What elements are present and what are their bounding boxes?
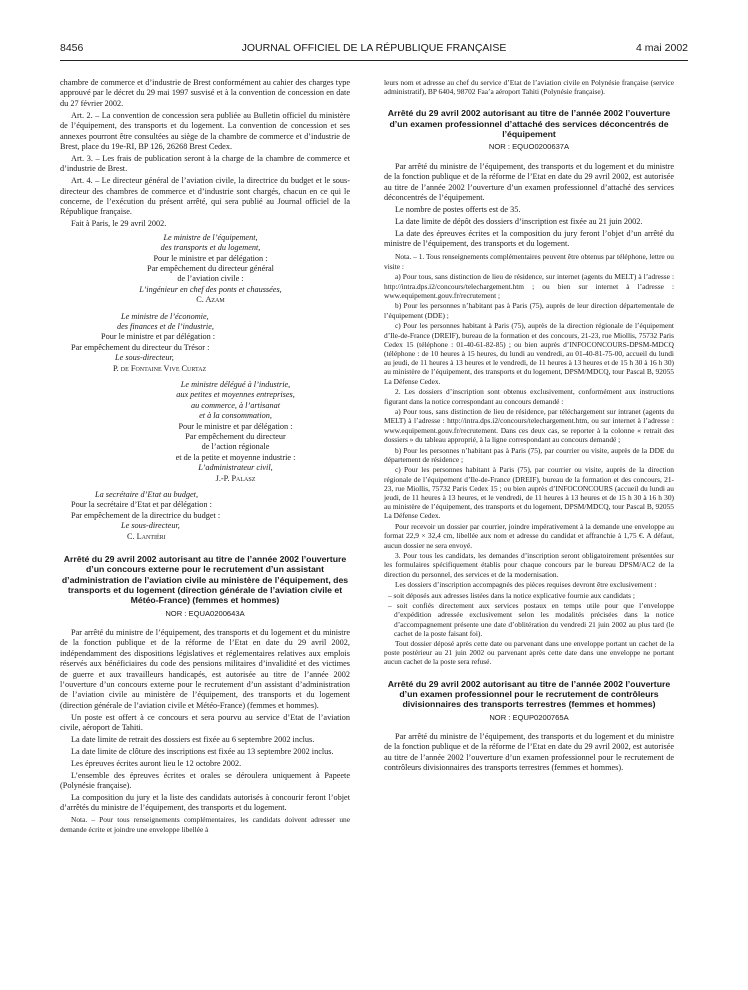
signature-line: Le sous-directeur, bbox=[121, 521, 180, 531]
decree-title: Arrêté du 29 avril 2002 autorisant au titre de l’année 2002 l’ouverture d’un examen professionnel d’attaché des services déconcentrés de l’équipement bbox=[387, 108, 671, 139]
done-at: Fait à Paris, le 29 avril 2002. bbox=[71, 219, 167, 229]
signature-line: Le ministre de l’économie, bbox=[121, 311, 209, 321]
signatory-name: J.-P. Palasz bbox=[215, 473, 256, 483]
signature-line: Le ministre de l’équipement, bbox=[163, 232, 258, 242]
signature-line: Pour le ministre et par délégation : bbox=[178, 421, 293, 431]
signature-line: aux petites et moyennes entreprises, bbox=[176, 390, 295, 400]
article-3: Art. 3. – Les frais de publication seront à la charge de la chambre de commerce et d’industrie de Brest. bbox=[60, 153, 350, 174]
signatory-name: P. de Fontaine Vive Curtaz bbox=[113, 363, 207, 373]
signature-line: Par empêchement du directeur général bbox=[147, 263, 274, 273]
signature-line: et de la petite et moyenne industrie : bbox=[175, 452, 296, 462]
paragraph: La date des épreuves écrites et la composition du jury feront l’objet d’un arrêté du ministre de l’équipement, des transports et du logement. bbox=[384, 228, 674, 249]
paragraph: La date limite de clôture des inscriptions est fixée au 13 septembre 2002 inclus. bbox=[71, 746, 334, 756]
signatory-name: C. Lantiéri bbox=[127, 531, 166, 541]
right-column bbox=[384, 78, 674, 775]
signature-line: Pour la secrétaire d’Etat et par délégation : bbox=[71, 500, 212, 510]
nota-paragraph: Nota. – 1. Tous renseignements complémentaires peuvent être obtenus par téléphone, lettre ou visite : bbox=[384, 252, 674, 271]
journal-title: JOURNAL OFFICIEL DE LA RÉPUBLIQUE FRANÇAISE bbox=[241, 42, 507, 54]
signature-block-industrie bbox=[60, 380, 350, 484]
paragraph: Par arrêté du ministre de l’équipement, des transports et du logement et du ministre de la fonction publique et de la réforme de l’Etat en date du 29 avril 2002, est autorisée au titre de l’année 2002 l’ouverture d’un examen professionnel pour le recrutement de contrôleurs divisionnaires des transports terrestres (femmes et hommes). bbox=[384, 731, 674, 773]
page-header bbox=[60, 42, 688, 56]
paragraph: L’ensemble des épreuves écrites et orales se déroulera uniquement à Papeete (Polynésie française). bbox=[60, 770, 350, 791]
list-item: – soit déposés aux adresses listées dans la notice explicative fournie aux candidats ; bbox=[388, 591, 635, 601]
paragraph: La date limite de dépôt des dossiers d’inscription est fixée au 21 juin 2002. bbox=[395, 216, 643, 226]
signature-block-equipement bbox=[60, 233, 350, 306]
signature-block-budget bbox=[60, 490, 350, 542]
signature-line: L’administrateur civil, bbox=[198, 463, 273, 473]
paragraph: La composition du jury et la liste des candidats autorisés à concourir feront l’objet d’arrêtés du ministre de l’équipement, des transports et du logement. bbox=[60, 793, 350, 813]
nor-reference: NOR : EQUA0200643A bbox=[165, 608, 245, 618]
signature-line: Pour le ministre et par délégation : bbox=[101, 332, 216, 342]
nota-paragraph: Tout dossier déposé après cette date ou parvenant dans une enveloppe portant un cachet de la poste postérieur au 21 juin 2002 ou parvenant après cette date dans une enveloppe ne portant aucun cachet de la poste sera refusé. bbox=[384, 639, 674, 667]
left-column bbox=[60, 78, 350, 835]
signature-line: Le ministre délégué à l’industrie, bbox=[180, 379, 291, 389]
nota-paragraph: a) Pour tous, sans distinction de lieu de résidence, sur internet (agents du MELT) à l’adresse : http://intra.dps.i2/concours/telechargement.htm ; ou bien sur internet à l’adresse : www.equipement.gouv.fr/recrutement ; bbox=[384, 272, 674, 300]
nota-paragraph: c) Pour les personnes habitant à Paris (75), par courrier ou visite, auprès de la direction régionale de l’équipement d’Ile-de-France (DREIF), bureau de la formation et des concours, 21-23, rue Miollis, 75732 Paris Cedex 15 ; ou bien auprès d’INFOCONCOURS (accueil du lundi au jeudi, de 11 heures à 13 heures, et le vendredi, de 11 heures à 13 heures et de 15 h 30 à 16 h 30) au ministère de l’équipement, des transports et du logement, DPSM/MDCQ, tour Pascal B, 92055 La Défense Cedex. bbox=[384, 465, 674, 521]
signature-line: et à la consommation, bbox=[199, 411, 272, 421]
paragraph: Par arrêté du ministre de l’équipement, des transports et du logement et du ministre de la fonction publique et de la réforme de l’Etat en date du 29 avril 2002, indépendamment des dispositions législatives et réglementaires relatives aux emplois réservés aux bénéficiaires du code des pensions militaires d’invalidité et des victimes de guerre et aux travailleurs handicapés, est autorisée au titre de l’année 2002 l’ouverture d’un concours externe pour le recrutement d’un assistant d’administration de l’aviation civile au ministère de l’équipement, des transports et du logement (direction générale de l’aviation civile et Météo-France) (femmes et hommes). bbox=[60, 627, 350, 710]
issue-date: 4 mai 2002 bbox=[636, 42, 688, 54]
paragraph: chambre de commerce et d’industrie de Brest conformément au cahier des charges type approuvé par le décret du 29 mai 1997 susvisé et à la convention de concession en date du 27 février 2002. bbox=[60, 78, 350, 108]
signature-line: Le sous-directeur, bbox=[115, 353, 174, 363]
nota-paragraph: a) Pour tous, sans distinction de lieu de résidence, par téléchargement sur intranet (agents du MELT) à l’adresse : http://intra.dps.i2/concours/telechargement.htm, ou sur internet à l’adresse : www.equipement.gouv.fr/recrutement. Dans ces deux cas, se reporter à la colonne « retrait des dossiers » du tableau approprié, à la ligne correspondant au concours demandé ; bbox=[384, 407, 674, 444]
list-item: – soit confiés directement aux services postaux en temps utile pour que l’enveloppe d’expédition adressée exclusivement selon les modalités précisées dans la notice d’accompagnement présente une date d’oblitération du vendredi 21 juin 2002 au plus tard (le cachet de la poste faisant foi). bbox=[388, 601, 674, 638]
signature-line: des transports et du logement, bbox=[160, 243, 261, 253]
paragraph: Un poste est offert à ce concours et sera pourvu au service d’Etat de l’aviation civile, aéroport de Tahiti. bbox=[60, 712, 350, 733]
nota-block bbox=[384, 252, 674, 666]
nota-paragraph: Nota. – Pour tous renseignements complémentaires, les candidats doivent adresser une demande écrite et joindre une enveloppe libellée à bbox=[60, 815, 350, 834]
signature-line: au commerce, à l’artisanat bbox=[190, 400, 281, 410]
signature-line: Pour le ministre et par délégation : bbox=[153, 253, 268, 263]
paragraph: Les épreuves écrites auront lieu le 12 octobre 2002. bbox=[71, 758, 242, 768]
page-number: 8456 bbox=[60, 42, 84, 54]
signature-line: de l’aviation civile : bbox=[177, 274, 244, 284]
nota-paragraph: leurs nom et adresse au chef du service d’Etat de l’aviation civile en Polynésie française (service administratif), BP 6404, 98702 Faa’a aéroport Tahiti (Polynésie française). bbox=[384, 78, 674, 97]
decree-title: Arrêté du 29 avril 2002 autorisant au titre de l’année 2002 l’ouverture d’un concours externe pour le recrutement d’un assistant d’administration de l’aviation civile au ministère de l’équipement, des transports et du logement (direction générale de l’aviation civile et Météo-France) (femmes et hommes) bbox=[61, 554, 349, 606]
signature-line: L’ingénieur en chef des ponts et chaussées, bbox=[139, 284, 282, 294]
signature-line: La secrétaire d’Etat au budget, bbox=[95, 490, 199, 500]
nota-paragraph: 3. Pour tous les candidats, les demandes d’inscription seront obligatoirement présentées sur les formulaires spécifiquement établis pour chaque concours par le bureau DPSM/AC2 de la direction du personnel, des services et de la modernisation. bbox=[384, 551, 674, 579]
nor-reference: NOR : EQUO0200637A bbox=[488, 142, 570, 152]
article-2: Art. 2. – La convention de concession sera publiée au Bulletin officiel du ministère de l’équipement, des transports et du logement. La convention de concession et ses annexes pourront être consultées au siège de la chambre de commerce et d’industrie de Brest, place du 19e-RI, BP 126, 26268 Brest Cedex. bbox=[60, 110, 350, 151]
signature-line: Par empêchement du directeur bbox=[185, 432, 286, 441]
signature-line: Par empêchement de la directrice du budget : bbox=[71, 510, 221, 520]
article-4: Art. 4. – Le directeur général de l’aviation civile, la directrice du budget et le sous-directeur des chambres de commerce et d’industrie sont chargés, chacun en ce qui le concerne, de l’exécution du présent arrêté, qui sera publié au Journal officiel de la République française. bbox=[60, 176, 350, 217]
decree-title: Arrêté du 29 avril 2002 autorisant au titre de l’année 2002 l’ouverture d’un examen professionnel pour le recrutement de contrôleurs divisionnaires des transports terrestres (femmes et hommes) bbox=[387, 678, 671, 710]
signature-block-economie bbox=[60, 312, 350, 374]
nota-paragraph: b) Pour les personnes n’habitant pas à Paris (75), auprès de leur direction départementale de l’équipement (DDE) ; bbox=[384, 301, 674, 320]
nota-paragraph: b) Pour les personnes n’habitant pas à Paris (75), par courrier ou visite, auprès de la DDE du département de résidence ; bbox=[384, 445, 674, 464]
nota-paragraph: 2. Les dossiers d’inscription sont obtenus exclusivement, conformément aux instructions figurant dans la notice correspondant au concours demandé : bbox=[384, 387, 674, 406]
signature-line: des finances et de l’industrie, bbox=[117, 321, 214, 331]
paragraph: Par arrêté du ministre de l’équipement, des transports et du logement et du ministre de la fonction publique et de la réforme de l’Etat en date du 29 avril 2002, est autorisée au titre de l’année 2002 l’ouverture d’un examen professionnel d’attaché des services déconcentrés de l’équipement. bbox=[384, 161, 674, 202]
nota-paragraph: c) Pour les personnes habitant à Paris (75), auprès de la direction régionale de l’équipement d’Ile-de-France (DREIF), bureau de la formation et des concours, 21-23, rue Miollis, 75732 Paris Cedex 15 (téléphone : 01-40-61-82-85) ; ou bien auprès d’INFOCONCOURS-DPSM-MDCQ (téléphone : de 10 heures à 15 heures, du lundi au vendredi, au 01-40-81-75-00, accueil du lundi au jeudi, de 11 heures à 13 heures et le vendredi, de 11 heures à 13 heures et de 15 h 30 à 16 h 30) au ministère de l’équipement, des transports et du logement, DPSM/MDCQ, tour Pascal B, 92055 La Défense Cedex. bbox=[384, 321, 674, 386]
header-rule bbox=[60, 60, 688, 61]
nota-paragraph: Pour recevoir un dossier par courrier, joindre impérativement à la demande une enveloppe au format 22,9 × 32,4 cm, libellée aux nom et adresse du candidat et affranchie à 1,75 €. A défaut, aucun dossier ne sera envoyé. bbox=[384, 522, 674, 550]
signatory-name: C. Azam bbox=[196, 295, 225, 305]
signature-line: de l’action régionale bbox=[201, 442, 270, 452]
paragraph: Le nombre de postes offerts est de 35. bbox=[395, 204, 521, 214]
signature-line: Par empêchement du directeur du Trésor : bbox=[71, 342, 210, 352]
nor-reference: NOR : EQUP0200765A bbox=[489, 712, 569, 722]
paragraph: La date limite de retrait des dossiers est fixée au 6 septembre 2002 inclus. bbox=[71, 735, 315, 745]
nota-paragraph: Les dossiers d’inscription accompagnés des pièces requises devront être exclusivement : bbox=[395, 580, 657, 590]
